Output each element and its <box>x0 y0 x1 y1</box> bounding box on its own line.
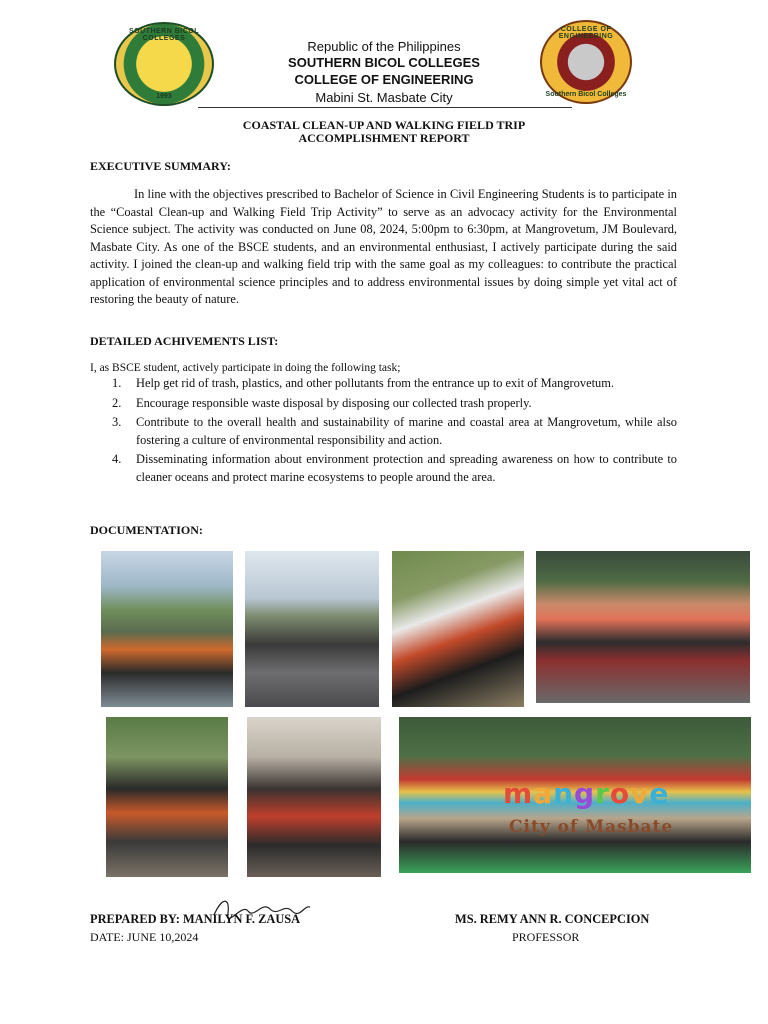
documentation-heading: DOCUMENTATION: <box>90 523 203 537</box>
mangrove-sign <box>503 777 669 810</box>
achievements-list <box>110 375 677 488</box>
achievements-intro: I, as BSCE student, actively participate in doing the following task; <box>90 362 401 374</box>
sign-letter: e <box>649 777 670 810</box>
sign-letter: m <box>503 777 534 810</box>
report-title: COASTAL CLEAN-UP AND WALKING FIELD TRIP <box>242 118 526 132</box>
professor-name: MS. REMY ANN R. CONCEPCION <box>455 912 650 926</box>
header-school: SOUTHERN BICOL COLLEGES <box>288 55 480 70</box>
sign-letter: n <box>553 777 575 810</box>
header-college: COLLEGE OF ENGINEERING <box>294 72 474 87</box>
list-item-number: 4. <box>112 452 122 466</box>
achievements-heading: DETAILED ACHIVEMENTS LIST: <box>90 334 279 348</box>
list-item-text: Disseminating information about environment protection and spreading awareness on how to contribute to cleaner oceans and protect marine ecosystems to people around the area. <box>136 452 677 484</box>
summary-heading: EXECUTIVE SUMMARY: <box>90 159 231 173</box>
logo-left-year: 1993 <box>156 93 172 100</box>
list-item-text: Contribute to the overall health and sustainability of marine and coastal area at Mangrovetum, while also fostering a culture of environmental responsibility and action. <box>136 415 677 447</box>
photo-trash-collection <box>392 551 524 707</box>
photo-students-talking <box>247 717 381 877</box>
sign-letter: g <box>574 777 596 810</box>
report-subtitle: ACCOMPLISHMENT REPORT <box>298 131 470 145</box>
logo-right-text: COLLEGE OF ENGINEERING <box>558 26 614 40</box>
logo-left-text: SOUTHERN BICOL COLLEGES <box>129 28 199 42</box>
list-item-text: Help get rid of trash, plastics, and other pollutants from the entrance up to exit of Mangrovetum. <box>136 376 614 390</box>
list-item-number: 1. <box>112 376 122 390</box>
sign-letter: a <box>533 777 554 810</box>
list-item <box>110 395 677 413</box>
photo-mangrove-sign-group <box>399 717 751 873</box>
sign-letter: v <box>630 777 650 810</box>
school-logo <box>114 22 214 106</box>
prepared-name: MANILYN F. ZAUSA <box>182 912 301 926</box>
mangrove-sign-subtitle: City of Masbate <box>509 817 674 837</box>
photo-boardwalk <box>245 551 379 707</box>
photo-group-heart-arch <box>536 551 750 703</box>
list-item-text: Encourage responsible waste disposal by disposing our collected trash properly. <box>136 395 532 410</box>
logo-right-bottom: Southern Bicol Colleges <box>545 91 627 98</box>
summary-paragraph: In line with the objectives prescribed to Bachelor of Science in Civil Engineering Students is to participate in the “Coastal Clean-up and Walking Field Trip Activity” to serve as an advocacy activity for the Environmental Science subject. The activity was conducted on June 08, 2024, 5:00pm to 6:30pm, at Mangrovetum, JM Boulevard, Masbate City. As one of the BSCE students, and an environmental enthusiast, I actively participate during the said activity. I joined the clean-up and walking field trip with the same goal as my colleagues: to contribute the practical application of environmental science principles and to address environmental issues by doing simple yet vital act of restoring the beauty of nature. <box>90 187 677 306</box>
list-item <box>110 375 677 393</box>
list-item <box>110 451 677 486</box>
sign-letter: r <box>595 777 610 810</box>
professor-title: PROFESSOR <box>512 930 580 944</box>
sign-letter: o <box>609 777 631 810</box>
prepared-label: PREPARED BY: <box>90 912 180 926</box>
list-item-number: 2. <box>112 395 122 410</box>
photo-walkway-group <box>101 551 233 707</box>
list-item <box>110 414 677 449</box>
header-divider <box>198 107 572 108</box>
header-republic: Republic of the Philippines <box>307 39 461 54</box>
header-address: Mabini St. Masbate City <box>315 90 453 105</box>
prepared-by <box>90 912 300 927</box>
report-date: DATE: JUNE 10,2024 <box>90 930 199 944</box>
photo-mangrove-cleanup <box>106 717 228 877</box>
list-item-number: 3. <box>112 415 122 429</box>
